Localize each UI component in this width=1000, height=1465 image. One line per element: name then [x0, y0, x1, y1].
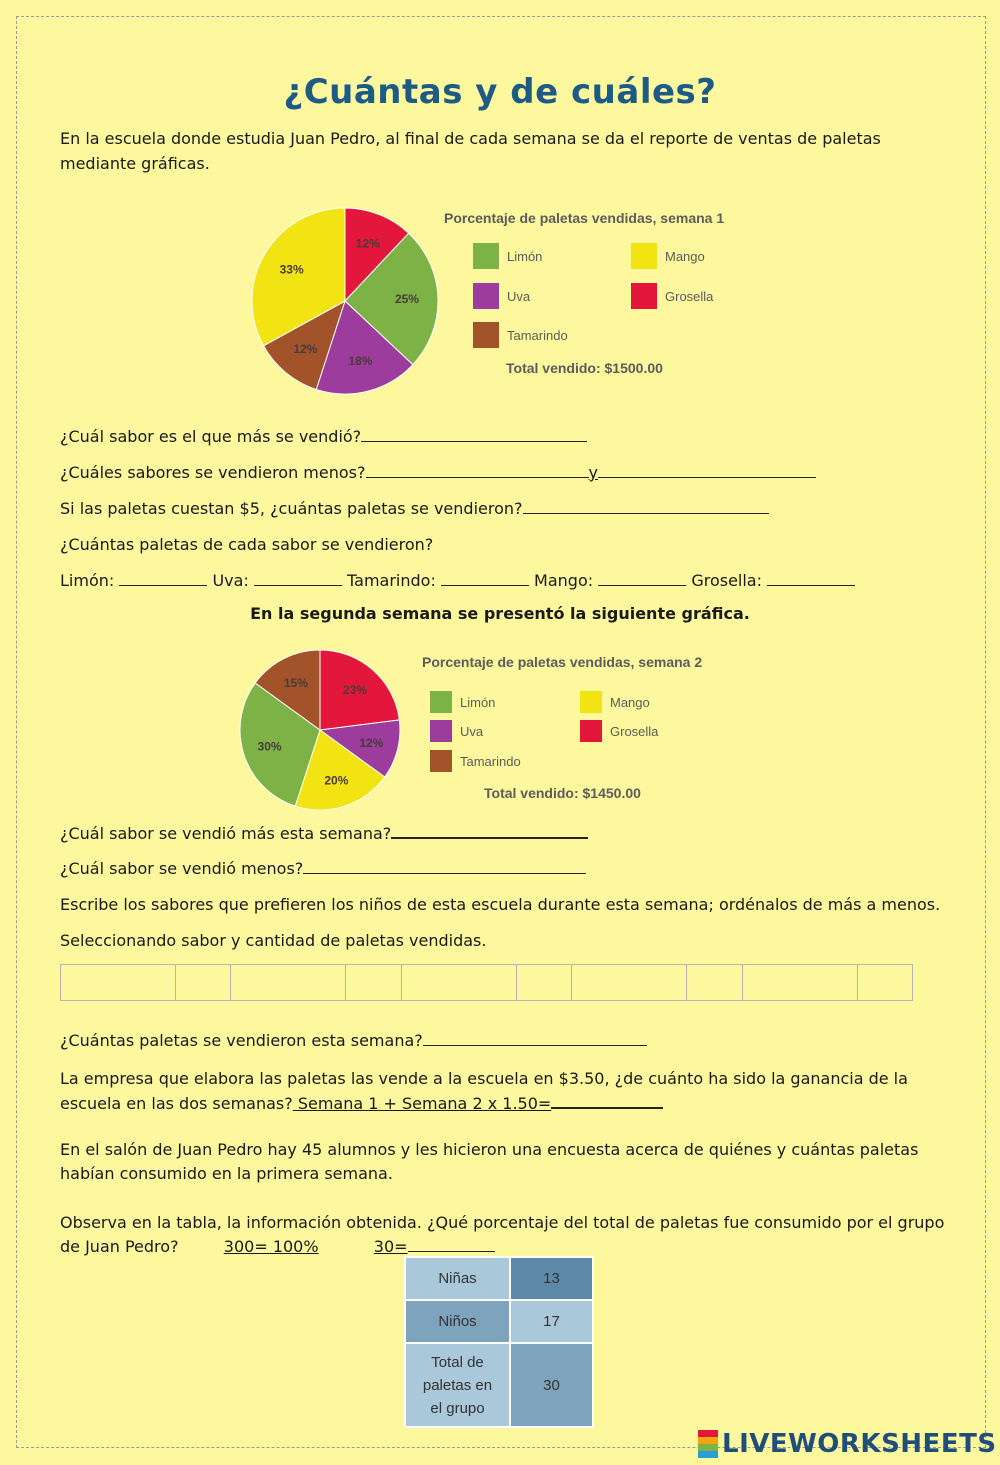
legend-label-uva: Uva [507, 289, 531, 304]
week1-question-4: ¿Cuántas paletas de cada sabor se vendieron? [60, 535, 434, 554]
label-grosella: Grosella: [691, 571, 762, 590]
pie1-slices [252, 208, 438, 394]
answer-blank[interactable] [361, 424, 587, 442]
legend-swatch-grosella [580, 720, 602, 742]
answer-blank[interactable] [598, 460, 816, 478]
legend-label-tamarindo: Tamarindo [507, 328, 568, 343]
row-value: 13 [510, 1257, 593, 1300]
table-row [61, 965, 913, 1001]
answer-mango[interactable] [598, 568, 686, 586]
page-title: ¿Cuántas y de cuáles? [283, 72, 717, 112]
answer-grosella[interactable] [767, 568, 855, 586]
legend-label-mango: Mango [610, 695, 650, 710]
slice-label-uva: 18% [348, 354, 373, 369]
q2-text: ¿Cuáles sabores se vendieron menos? [60, 463, 366, 482]
week2-question-1 [60, 820, 588, 846]
week2-heading: En la segunda semana se presentó la siguiente gráfica. [250, 604, 750, 623]
total-label-line: el grupo [430, 1399, 485, 1417]
label-limon: Limón: [60, 571, 115, 590]
chart2-total: Total vendido: $1450.00 [484, 785, 641, 801]
answer-uva[interactable] [254, 568, 342, 586]
profit-question-line1: La empresa que elabora las paletas las vende a la escuela en $3.50, ¿de cuánto ha sido la ganancia de la [60, 1069, 908, 1088]
flavor-count-line [60, 568, 855, 593]
answer-blank[interactable] [366, 460, 589, 478]
slice-label-tamarindo: 15% [283, 675, 308, 690]
pie-chart-week1 [230, 196, 760, 406]
q1-text: ¿Cuál sabor es el que más se vendió? [60, 427, 362, 446]
week2-question-4: Seleccionando sabor y cantidad de paletas vendidas. [60, 931, 487, 950]
slice-label-mango: 33% [279, 262, 304, 277]
week2-question-5 [60, 1028, 647, 1053]
pie-chart-week2 [230, 640, 770, 810]
total-label-line: Total de [431, 1353, 484, 1371]
table-row [405, 1257, 593, 1300]
chart2-title: Porcentaje de paletas vendidas, semana 2 [422, 654, 703, 670]
answer-blank[interactable] [551, 1090, 663, 1109]
survey-question-text: de Juan Pedro? [60, 1237, 179, 1256]
legend-label-grosella: Grosella [665, 289, 714, 304]
table-cell-flavor[interactable] [61, 965, 176, 1001]
slice-label-limon: 25% [394, 292, 419, 307]
w2q1-text: ¿Cuál sabor se vendió más esta semana? [60, 824, 392, 843]
label-mango: Mango: [534, 571, 594, 590]
survey-paragraph-line2: habían consumido en la primera semana. [60, 1164, 393, 1183]
logo-text: LIVEWORKSHEETS [722, 1429, 997, 1459]
label-tamarindo: Tamarindo: [347, 571, 436, 590]
slice-label-uva: 12% [359, 736, 384, 751]
liveworksheets-logo [698, 1424, 997, 1464]
group-consumption-table [404, 1256, 594, 1428]
chart1-title: Porcentaje de paletas vendidas, semana 1 [444, 210, 725, 226]
chart2-legend [430, 691, 659, 772]
week2-question-2 [60, 856, 586, 881]
table-cell-count[interactable] [687, 965, 743, 1001]
survey-paragraph-line1: En el salón de Juan Pedro hay 45 alumnos y les hicieron una encuesta acerca de quiénes y cuántas paletas [60, 1140, 919, 1159]
legend-label-tamarindo: Tamarindo [460, 754, 521, 769]
intro-paragraph: En la escuela donde estudia Juan Pedro, al final de cada semana se da el reporte de ventas de paletas mediante gráficas. [60, 129, 881, 173]
table-cell-flavor[interactable] [572, 965, 687, 1001]
w2q2-text: ¿Cuál sabor se vendió menos? [60, 859, 304, 878]
answer-tamarindo[interactable] [441, 568, 529, 586]
week2-question-3: Escribe los sabores que prefieren los niños de esta escuela durante esta semana; ordénalos de más a menos. [60, 895, 941, 914]
pie2-slices [240, 650, 400, 810]
slice-label-limon: 30% [257, 739, 282, 754]
table-cell-flavor[interactable] [231, 965, 346, 1001]
survey-question-line1: Observa en la tabla, la información obtenida. ¿Qué porcentaje del total de paletas fue consumido por el grupo [60, 1213, 945, 1232]
slice-label-mango: 20% [324, 773, 349, 788]
legend-label-limon: Limón [507, 249, 543, 264]
table-cell-flavor[interactable] [743, 965, 858, 1001]
calc-30: 30= [373, 1237, 408, 1256]
row-label: Niñas [405, 1257, 510, 1300]
w2q5-text: ¿Cuántas paletas se vendieron esta semana? [60, 1031, 423, 1050]
legend-swatch-limon [430, 691, 452, 713]
legend-swatch-mango [580, 691, 602, 713]
answer-blank[interactable] [423, 1028, 647, 1046]
slice-label-grosella: 12% [355, 236, 380, 251]
legend-swatch-tamarindo [473, 322, 499, 348]
chart1-legend [473, 243, 714, 348]
chart1-total: Total vendido: $1500.00 [506, 360, 663, 376]
legend-swatch-uva [430, 720, 452, 742]
answer-blank[interactable] [523, 496, 769, 514]
profit-formula: Semana 1 + Semana 2 x 1.50= [292, 1094, 552, 1113]
legend-swatch-uva [473, 283, 499, 309]
total-label-line: paletas en [422, 1376, 493, 1394]
row-value: 17 [510, 1300, 593, 1343]
row-label: Niños [405, 1300, 510, 1343]
legend-label-grosella: Grosella [610, 724, 659, 739]
table-cell-count[interactable] [517, 965, 572, 1001]
row-value: 30 [510, 1343, 593, 1427]
profit-question-text: escuela en las dos semanas? [60, 1094, 293, 1113]
legend-label-uva: Uva [460, 724, 484, 739]
legend-swatch-limon [473, 243, 499, 269]
answer-limon[interactable] [119, 568, 207, 586]
week1-question-1 [60, 424, 587, 449]
answer-blank[interactable] [408, 1234, 495, 1252]
flavor-ranking-table [60, 964, 913, 1001]
slice-label-tamarindo: 12% [293, 341, 318, 356]
table-cell-count[interactable] [858, 965, 913, 1001]
q2-and: y [588, 463, 598, 482]
slice-label-grosella: 23% [343, 683, 368, 698]
logo-mark-icon [698, 1430, 718, 1458]
answer-blank[interactable] [303, 856, 586, 874]
legend-swatch-tamarindo [430, 750, 452, 772]
table-cell-flavor[interactable] [402, 965, 517, 1001]
table-row [405, 1300, 593, 1343]
row-label-total [405, 1343, 510, 1427]
answer-blank[interactable] [391, 820, 588, 839]
label-uva: Uva: [212, 571, 249, 590]
calc-100-percent: 300= 100% [223, 1237, 319, 1256]
legend-swatch-grosella [631, 283, 657, 309]
table-cell-count[interactable] [176, 965, 231, 1001]
legend-label-limon: Limón [460, 695, 496, 710]
q3-text: Si las paletas cuestan $5, ¿cuántas paletas se vendieron? [60, 499, 523, 518]
table-row [405, 1343, 593, 1427]
legend-label-mango: Mango [665, 249, 705, 264]
table-cell-count[interactable] [346, 965, 402, 1001]
week1-question-3 [60, 496, 769, 521]
profit-question-line2 [60, 1090, 663, 1116]
legend-swatch-mango [631, 243, 657, 269]
week1-question-2 [60, 460, 816, 485]
